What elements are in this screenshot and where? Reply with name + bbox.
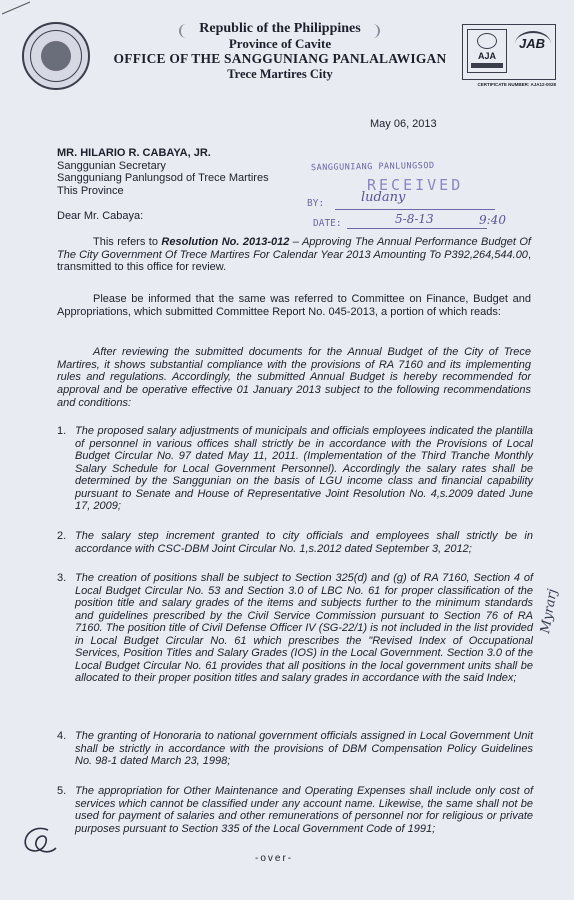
stamp-by-label: BY: — [307, 198, 325, 209]
paragraph-committee-report: After reviewing the submitted documents for the Annual Budget of the City of Trece Martires, it shows substantial compliance with the provisions of RA 7160 and its implementing rules and regulations. Accordingly, the submitted Annual Budget is hereby recommended for approval and be operative effective 01 January 2013 subject to the following recommendations and conditions: — [57, 346, 531, 409]
p1-lead: This refers to — [93, 236, 162, 248]
stamp-received: RECEIVED — [367, 176, 464, 194]
letterhead-republic: Republic of the Philippines — [199, 21, 361, 36]
letter-date: May 06, 2013 — [370, 118, 437, 130]
globe-icon — [477, 33, 497, 49]
stamp-date-label: DATE: — [313, 218, 342, 229]
provincial-seal-logo — [22, 22, 90, 90]
stamp-time-written: 9:40 — [479, 213, 506, 227]
salutation: Dear Mr. Cabaya: — [57, 210, 144, 222]
letterhead-province: Province of Cavite — [228, 36, 332, 51]
condition-text: The proposed salary adjustments of municipals and officials employees indicated the plantilla of personnel in various offices shall strictly be in accordance with the Provisions of Local Budget Circular No. 97 dated May 11, 2011. (Implementation of the Third Tranche Monthly Salary Schedule for Local Government Personnel). Accordingly the salary rates shall be determined by the Sanggunian on the basis of LGU income class and financial capability pursuant to Senate and House of Representative Joint Resolution No. 4,s.2009 dated June 17, 2009; — [75, 425, 533, 512]
aja-logo — [467, 29, 507, 73]
condition-number: 4. — [57, 730, 67, 742]
stamp-office: SANGGUNIANG PANLUNGSOD — [310, 160, 435, 174]
certification-logos — [462, 24, 556, 80]
corner-pen-mark — [0, 0, 40, 20]
stamp-by-signature: ludany — [361, 190, 406, 205]
condition-item — [57, 785, 533, 835]
letterhead — [100, 21, 460, 82]
received-stamp — [305, 162, 520, 242]
paragraph-reference — [57, 236, 531, 274]
condition-number: 1. — [57, 425, 67, 437]
handwritten-initial-signature — [18, 822, 58, 858]
letterhead-office: OFFICE OF THE SANGGUNIANG PANLALAWIGAN — [113, 51, 447, 66]
jab-label: JAB — [518, 36, 545, 51]
condition-text: The granting of Honoraria to national government officials assigned in Local Government Unit shall be strictly in accordance with the provisions of DBM Compensation Policy Guidelines No. 98-1 dated March 23, 1998; — [75, 730, 533, 767]
recipient-block — [57, 147, 269, 197]
swoosh-icon — [515, 31, 551, 57]
condition-text: The salary step increment granted to city officials and employees shall strictly be in accordance with CSC-DBM Joint Circular No. 1,s.2012 dated September 3, 2012; — [75, 530, 533, 555]
resolution-title: – Approving The Annual Performance Budget Of The City Government Of Trece Martires For Calendar Year 2013 Amounting To P392,264,544.00 — [57, 236, 531, 261]
letterhead-city: Trece Martires City — [227, 67, 333, 81]
condition-item — [57, 572, 533, 685]
margin-handwriting: Myrarj — [538, 587, 561, 635]
condition-item — [57, 730, 533, 768]
condition-number: 3. — [57, 572, 67, 584]
recipient-place: This Province — [57, 184, 124, 197]
condition-item — [57, 530, 533, 555]
condition-number: 2. — [57, 530, 67, 542]
p1-tail: , transmitted to this office for review. — [57, 248, 531, 274]
certificate-number: CERTIFICATE NUMBER: AJA12-0028 — [477, 82, 556, 87]
jab-logo — [511, 29, 553, 73]
page-over-note: -over- — [255, 853, 294, 864]
condition-item — [57, 425, 533, 513]
recipient-office: Sangguniang Panlungsod of Trece Martires — [57, 172, 269, 184]
resolution-number: Resolution No. 2013-012 — [161, 236, 290, 248]
condition-text: The creation of positions shall be subject to Section 325(d) and (g) of RA 7160, Section 4 of Local Budget Circular No. 53 and Section 3.0 of LBC No. 61 for proper classification of the position title and salary grades of the items and subjects further to the minimum standards and guidelines prescribed by the Civil Service Commission pursuant to Section 76 of RA 7160. The position title of Civil Defense Officer IV (SG-22/1) is not included in the list provided in Local Budget Circular No. 61 which prescribes the "Revised Index of Occupational Services, Position Titles and Salary Grades (IOS) in the Local Government. Section 3.0 of the Local Budget Circular No. 61 provides that all positions in the local government units shall be allocated to their proper position titles and salary grades in accordance with the said Index; — [75, 572, 533, 684]
stamp-date-written: 5-8-13 — [395, 212, 434, 226]
condition-text: The appropriation for Other Maintenance and Operating Expenses shall include only cost of services which cannot be classified under any account name. Likewise, the same shall not be used for payment of salaries and other remunerations of personnel nor for religious or private purposes pursuant to Section 335 of the Local Government Code of 1991; — [75, 785, 533, 835]
condition-number: 5. — [57, 785, 67, 797]
paragraph-referral: Please be informed that the same was referred to Committee on Finance, Budget and Appropriations, which submitted Committee Report No. 045-2013, a portion of which reads: — [57, 293, 531, 318]
recipient-name: MR. HILARIO R. CABAYA, JR. — [57, 147, 211, 159]
aja-label: AJA — [477, 51, 496, 61]
recipient-title: Sanggunian Secretary — [57, 159, 166, 172]
